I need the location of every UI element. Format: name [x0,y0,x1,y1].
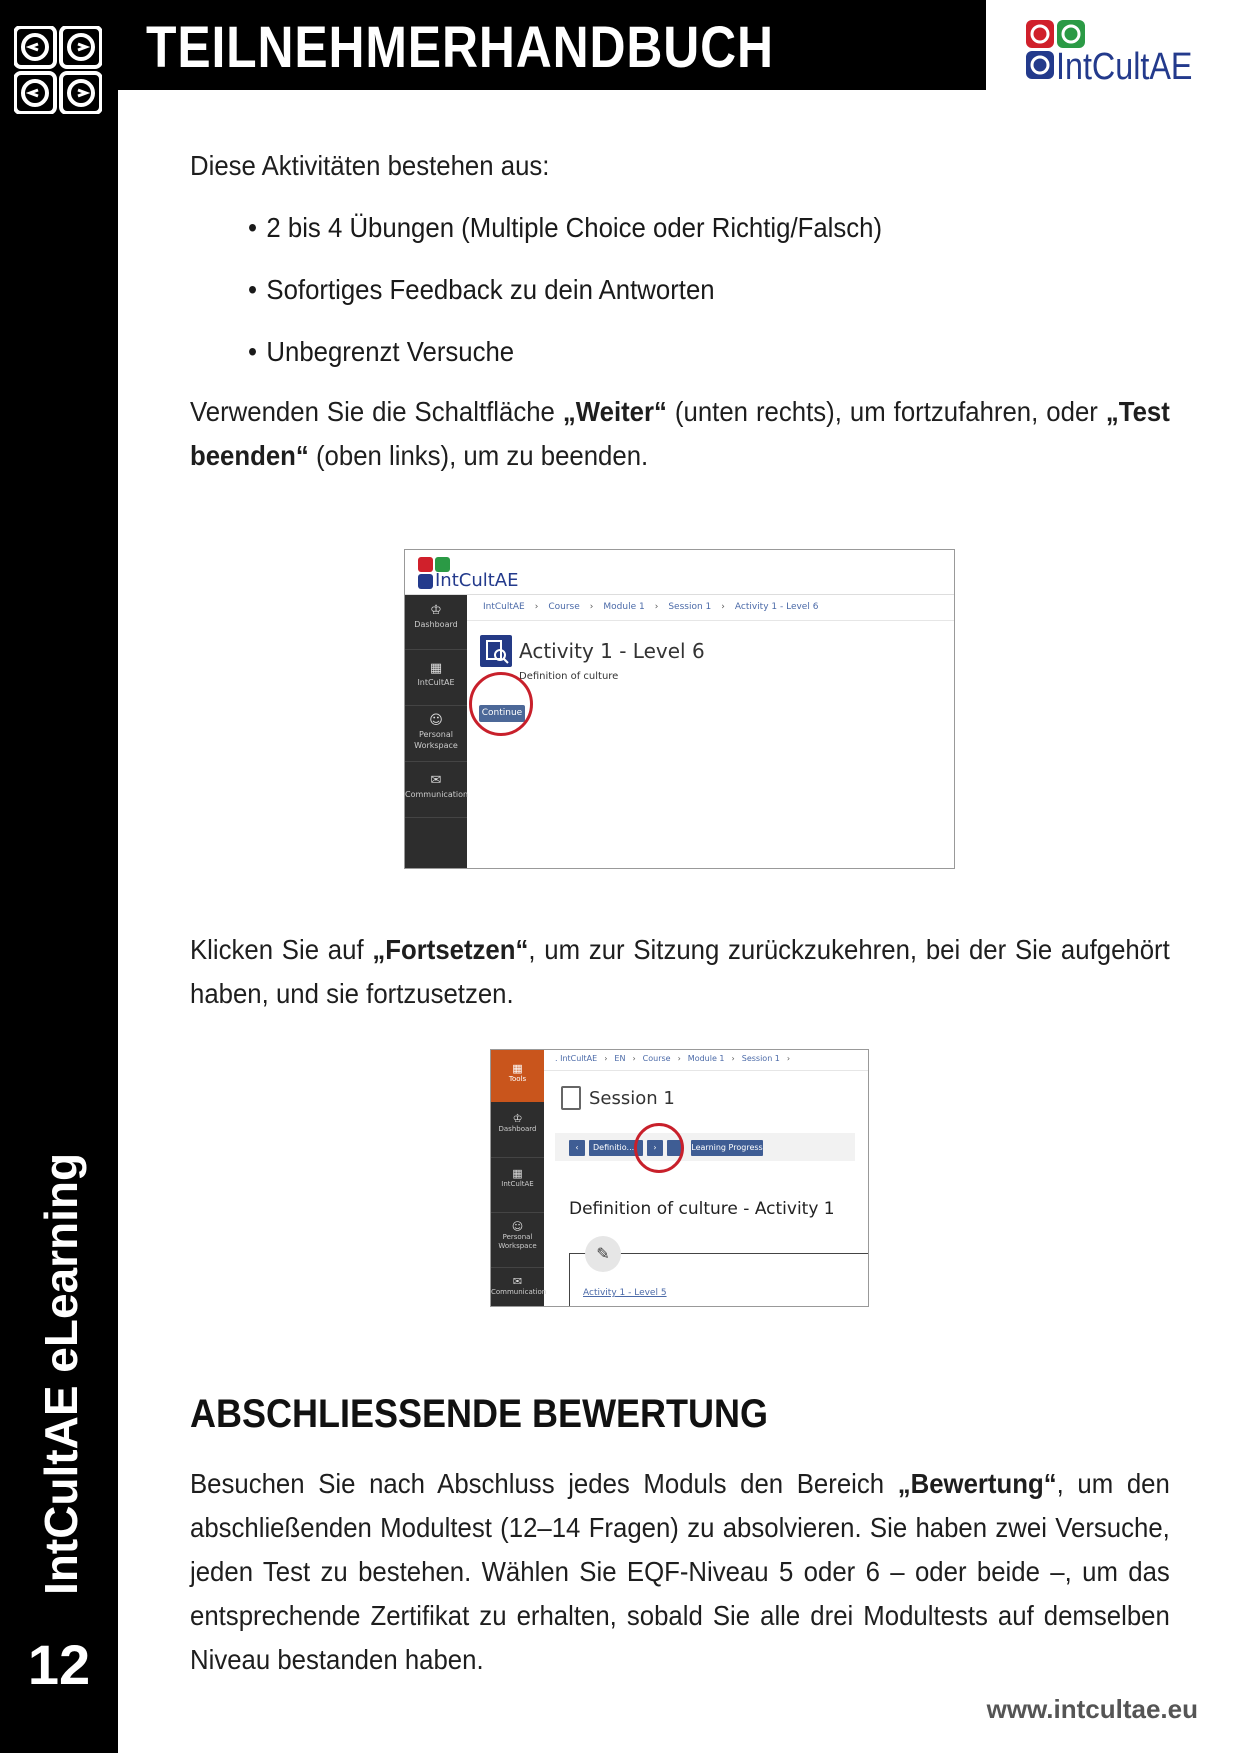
chevron-right-icon: › [721,602,725,612]
emphasis: „Fortsetzen“ [372,934,529,965]
activity-link[interactable]: Activity 1 - Level 5 [583,1288,667,1298]
text: (unten rechts), um fortzufahren, oder [666,396,1106,427]
list-item: • Unbegrenzt Versuche [248,336,515,367]
nav-item-personal-workspace[interactable] [405,707,467,762]
text: Klicken Sie auf [190,934,373,965]
breadcrumb-item[interactable]: . IntCultAE [555,1054,598,1063]
divider [569,1253,570,1307]
instruction-paragraph [190,390,1170,478]
intro-lead: Diese Aktivitäten bestehen aus: [190,150,550,181]
chevron-right-icon: › [604,1054,608,1063]
screenshot-topbar [405,550,954,595]
screenshot-logo-text: IntCultAE [435,570,519,591]
nav-item-intcultae[interactable] [491,1159,544,1213]
activity-subtitle: Definition of culture [519,671,619,682]
session-pager [555,1133,855,1161]
chevron-right-icon: › [677,1054,681,1063]
chevron-right-icon: › [632,1054,636,1063]
breadcrumb-item[interactable]: Course [642,1054,671,1063]
chevron-right-icon: › [786,1054,791,1063]
person-icon: ☺ [511,1220,524,1233]
continue-paragraph [190,928,1170,1016]
sidebar-vertical-title: IntCultAE eLearning [35,1152,87,1595]
chevron-right-icon: › [589,602,594,612]
nav-item-tools[interactable] [491,1050,544,1102]
session-icon [561,1086,581,1110]
chat-icon: ✉ [512,1275,523,1288]
final-paragraph [190,1462,1170,1682]
brand-logo-text: IntCultAE [1056,46,1193,88]
tools-icon: ▦ [512,1062,523,1075]
tiles-icon: ▦ [429,661,443,676]
screenshot-nav [405,595,467,868]
chevron-right-icon: › [534,602,539,612]
nav-item-dashboard[interactable] [491,1104,544,1158]
divider [544,1070,868,1071]
text: , um den abschließenden Modultest (12–14 Fragen) zu absolvieren. Sie haben zwei Versuche, jeden Test zu bestehen. Wählen Sie EQF-Niveau 5 oder 6 – oder beide –, um das entsprechende Zertifikat zu erhalten, sobald Sie alle drei Modultests auf demselben Niveau bestanden haben. [190,1468,1170,1675]
emphasis: „Bewertung“ [897,1468,1057,1499]
breadcrumb-item[interactable]: Module 1 [687,1054,725,1063]
nav-label: Dashboard [414,620,458,629]
breadcrumb-item[interactable]: Session 1 [668,602,712,612]
list-item: • 2 bis 4 Übungen (Multiple Choice oder Richtig/Falsch) [248,212,883,243]
screenshot-nav [491,1050,547,1306]
nav-item-communication[interactable] [491,1269,547,1307]
section-heading: ABSCHLIESSENDE BEWERTUNG [190,1392,769,1436]
page-number: 12 [27,1633,91,1696]
list-item: • Sofortiges Feedback zu dein Antworten [248,274,715,305]
nav-item-personal-workspace[interactable] [491,1214,544,1268]
nav-item-dashboard[interactable] [405,595,467,650]
chevron-right-icon: › [654,602,659,612]
breadcrumb [555,1054,797,1063]
chat-icon: ✉ [430,773,442,788]
breadcrumb-item[interactable]: IntCultAE [483,602,525,612]
bullet-list [248,206,1228,392]
session-title: Session 1 [589,1088,675,1109]
nav-item-intcultae[interactable] [405,651,467,706]
text: (oben links), um zu beenden. [308,440,649,471]
learning-progress-button[interactable]: Learning Progress [691,1140,763,1156]
breadcrumb-item[interactable]: EN [614,1054,626,1063]
intcultae-tile-logo-icon [14,26,102,114]
tiles-icon: ▦ [512,1167,523,1180]
session-screenshot [490,1049,869,1307]
person-icon: ☺ [429,713,443,728]
bullet-text: 2 bis 4 Übungen (Multiple Choice oder Richtig/Falsch) [266,212,883,243]
nav-label: Communication [405,790,469,799]
nav-label: Dashboard [498,1125,537,1133]
dashboard-icon: ♔ [512,1112,523,1125]
text: Besuchen Sie nach Abschluss jedes Moduls den Bereich [190,1468,898,1499]
text: Verwenden Sie die Schaltfläche [190,396,563,427]
breadcrumb-item[interactable]: Session 1 [741,1054,780,1063]
next-button[interactable]: › [647,1140,663,1156]
continue-button[interactable]: Continue [479,705,525,722]
breadcrumb-item[interactable]: Module 1 [603,602,645,612]
dashboard-icon: ♔ [430,603,442,618]
bullet-text: Sofortiges Feedback zu dein Antworten [266,274,715,305]
highlight-circle [469,672,533,736]
activity-icon [480,635,512,667]
chevron-right-icon: › [731,1054,735,1063]
nav-label: Communication [491,1288,547,1296]
text: , um zur Sitzung zurückzukehren, bei der Sie aufgehört haben, und sie fortzusetzen. [190,934,1170,1009]
activity-title: Activity 1 - Level 6 [519,639,705,663]
activity-screenshot [404,549,955,869]
highlight-circle [634,1123,684,1173]
nav-label: Tools [508,1075,527,1083]
section-title: Definition of culture - Activity 1 [569,1199,835,1219]
page-title: TEILNEHMERHANDBUCH [146,15,774,80]
bullet-text: Unbegrenzt Versuche [266,336,515,367]
emphasis: „Test beenden“ [190,396,1170,471]
breadcrumb [483,602,818,612]
divider [467,620,954,621]
breadcrumb-item[interactable]: Activity 1 - Level 6 [734,602,819,612]
breadcrumb-item[interactable]: Course [548,602,580,612]
pager-item[interactable]: Definitio... [589,1140,643,1156]
emphasis: „Weiter“ [562,396,667,427]
pencil-icon: ✎ [585,1236,621,1272]
nav-label: IntCultAE [501,1180,534,1188]
prev-button[interactable]: ‹ [569,1140,585,1156]
nav-label: Personal Workspace [414,730,458,750]
nav-label: Personal Workspace [498,1233,537,1250]
footer-url[interactable]: www.intcultae.eu [986,1694,1198,1724]
nav-label: IntCultAE [417,678,455,687]
nav-item-communication[interactable] [405,763,467,818]
